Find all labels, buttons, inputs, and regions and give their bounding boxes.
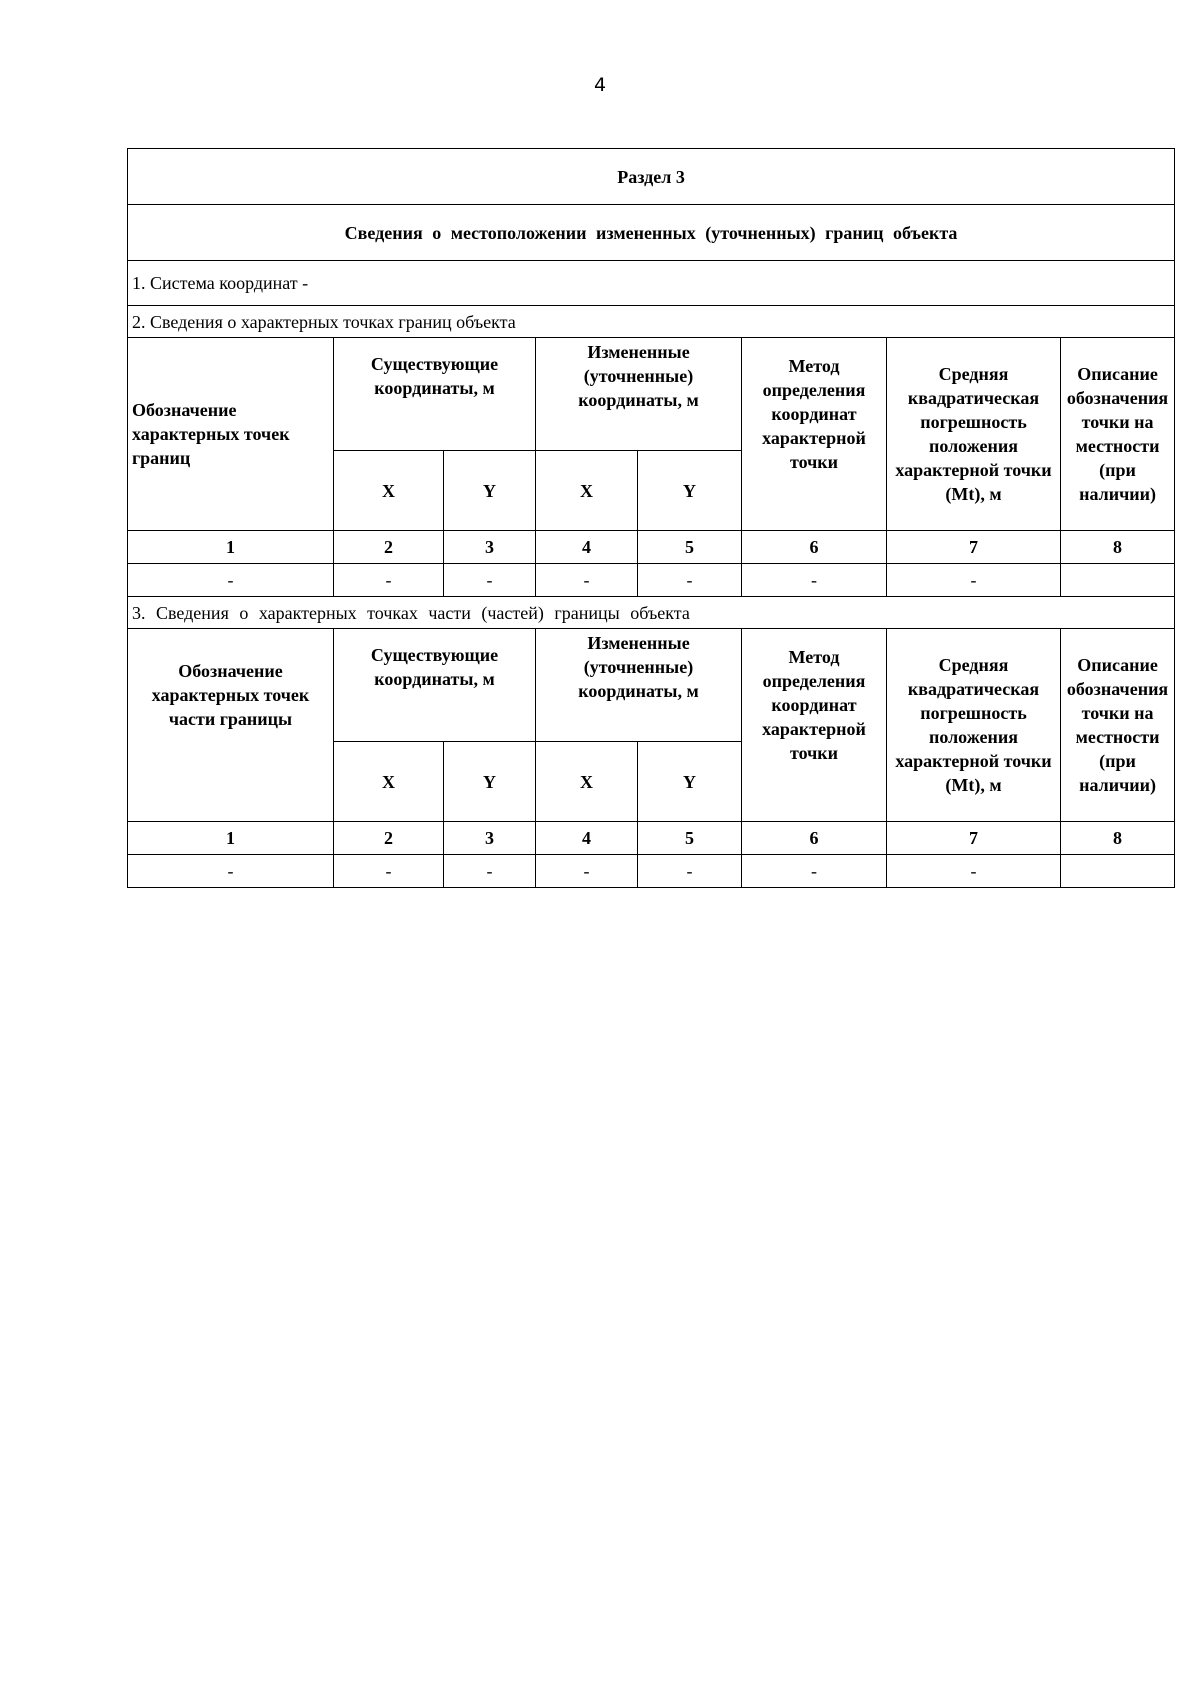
section-table [127,148,1175,888]
page-number: 4 [593,74,607,96]
part3-header-x-existing: X [334,742,444,822]
part3-table-row [128,855,1175,888]
part2-colnum-1: 1 [128,531,334,564]
part2-cell-4: - [536,564,638,597]
part3-cell-7: - [887,855,1061,888]
part2-cell-3: - [444,564,536,597]
part2-title: 2. Сведения о характерных точках границ объекта [128,306,1175,338]
part2-header-changed: Измененные (уточненные) координаты, м [536,338,742,451]
part3-cell-4: - [536,855,638,888]
section-title: Раздел 3 [128,149,1175,205]
part2-header-existing: Существующие координаты, м [334,338,536,451]
part3-colnum-3: 3 [444,822,536,855]
part2-colnum-3: 3 [444,531,536,564]
part2-cell-1: - [128,564,334,597]
part2-colnum-6: 6 [742,531,887,564]
part2-header-x-changed: X [536,451,638,531]
part3-colnum-2: 2 [334,822,444,855]
part3-header-y-changed: Y [638,742,742,822]
part3-header-x-changed: X [536,742,638,822]
part2-cell-7: - [887,564,1061,597]
part2-colnum-8: 8 [1061,531,1175,564]
part3-colnum-1: 1 [128,822,334,855]
part2-header-method: Метод определения координат характерной точки [742,338,887,531]
part3-cell-5: - [638,855,742,888]
part3-cell-1: - [128,855,334,888]
part2-cell-5: - [638,564,742,597]
part3-header-changed: Измененные (уточненные) координаты, м [536,629,742,742]
part3-cell-2: - [334,855,444,888]
part3-header-error: Средняя квадратическая погрешность положения характерной точки (Mt), м [887,629,1061,822]
part3-header-method: Метод определения координат характерной точки [742,629,887,822]
part2-header-x-existing: X [334,451,444,531]
section-subtitle: Сведения о местоположении измененных (уточненных) границ объекта [128,205,1175,261]
part3-header-existing: Существующие координаты, м [334,629,536,742]
part3-header-y-existing: Y [444,742,536,822]
part2-header-y-existing: Y [444,451,536,531]
part3-colnum-6: 6 [742,822,887,855]
part2-header-designation: Обозначение характерных точек границ [128,338,334,531]
part2-colnum-2: 2 [334,531,444,564]
part3-colnum-5: 5 [638,822,742,855]
coordinate-system: 1. Система координат - [128,261,1175,306]
part2-header-error: Средняя квадратическая погрешность положения характерной точки (Mt), м [887,338,1061,531]
part2-colnum-5: 5 [638,531,742,564]
part2-cell-2: - [334,564,444,597]
part3-header-designation: Обозначение характерных точек части границы [128,629,334,822]
part2-cell-6: - [742,564,887,597]
part2-table-row [128,564,1175,597]
part3-cell-6: - [742,855,887,888]
part3-cell-3: - [444,855,536,888]
part3-title: 3. Сведения о характерных точках части (частей) границы объекта [128,597,1175,629]
part3-header-description: Описание обозначения точки на местности (при наличии) [1061,629,1175,822]
part2-colnum-4: 4 [536,531,638,564]
part3-colnum-7: 7 [887,822,1061,855]
part2-cell-8 [1061,564,1175,597]
part3-cell-8 [1061,855,1175,888]
part2-header-y-changed: Y [638,451,742,531]
part2-colnum-7: 7 [887,531,1061,564]
part3-colnum-8: 8 [1061,822,1175,855]
part3-colnum-4: 4 [536,822,638,855]
part2-header-description: Описание обозначения точки на местности (при наличии) [1061,338,1175,531]
